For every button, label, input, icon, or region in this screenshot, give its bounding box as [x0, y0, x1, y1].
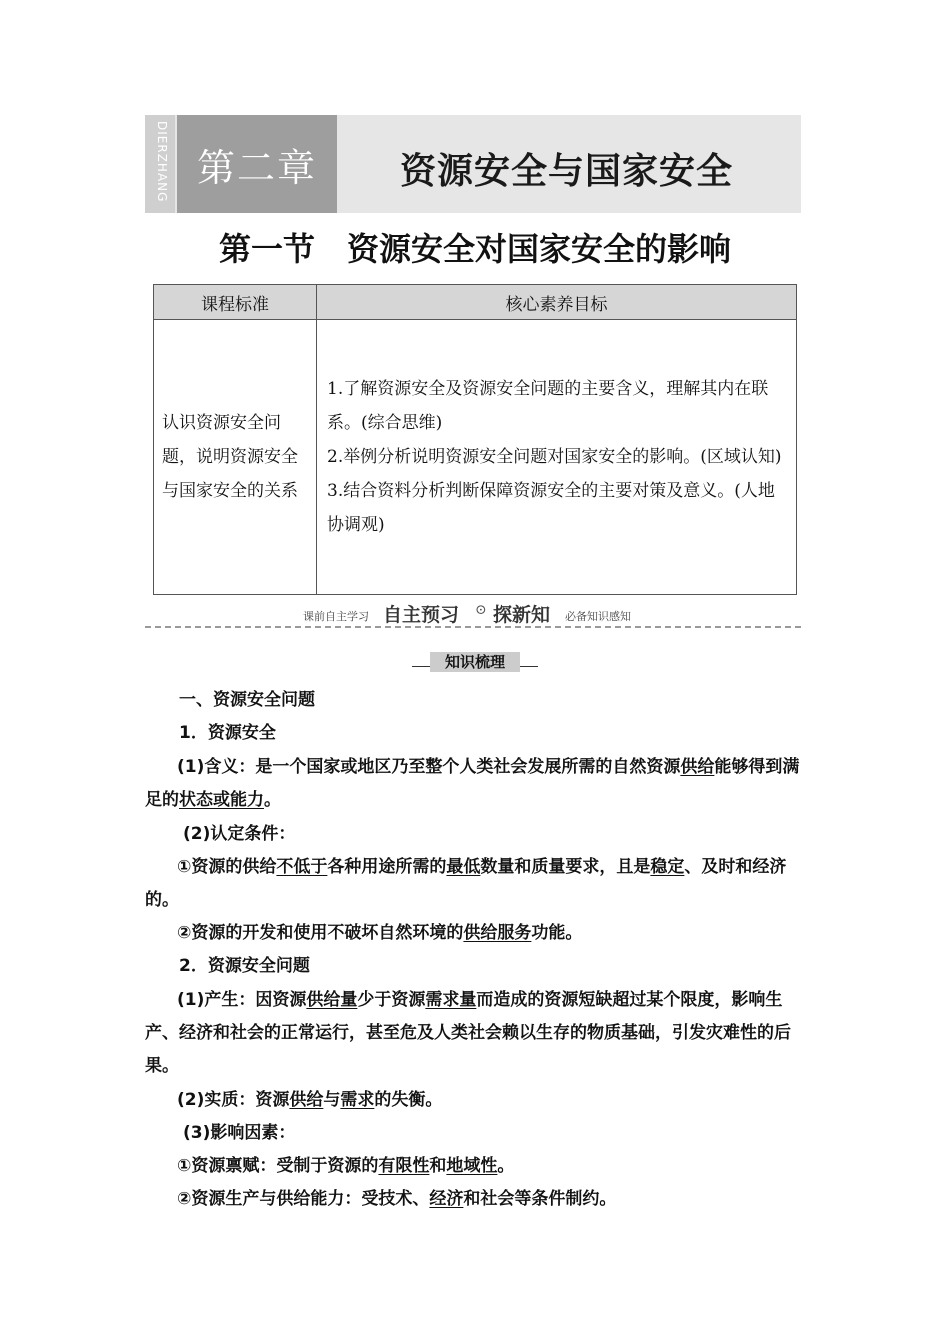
- chapter-banner: [145, 115, 801, 213]
- arrow-circle-icon: ⊙: [475, 602, 487, 618]
- strip-small-left: 课前自主学习: [303, 610, 369, 623]
- table-cell-goals: [317, 320, 797, 595]
- strip-big-right: 探新知: [493, 604, 551, 626]
- table-header-standard: 课程标准: [154, 285, 317, 320]
- chapter-title: 资源安全与国家安全: [400, 150, 734, 192]
- para-factor-2: ②资源生产与供给能力：受技术、经济和社会等条件制约。: [177, 1189, 617, 1209]
- banner-side-strip: [145, 115, 175, 213]
- dashed-divider: [145, 626, 801, 628]
- para-condition-2: ②资源的开发和使用不破坏自然环境的供给服务功能。: [177, 923, 583, 943]
- goal-item: 1.了解资源安全及资源安全问题的主要含义，理解其内在联系。(综合思维): [327, 379, 769, 433]
- tag-left-line: [412, 666, 430, 667]
- strip-big-left: 自主预习: [383, 604, 460, 626]
- chapter-label: 第二章: [177, 115, 337, 213]
- knowledge-tag: [412, 652, 538, 672]
- tag-label: 知识梳理: [430, 652, 520, 672]
- goal-item: 3.结合资料分析判断保障资源安全的主要对策及意义。(人地协调观): [327, 481, 775, 535]
- tag-right-line: [520, 666, 538, 667]
- table-cell-standard: 认识资源安全问题，说明资源安全与国家安全的关系: [154, 320, 317, 595]
- para-origin: (1)产生：因资源供给量少于资源需求量而造成的资源短缺超过某个限度，影响生产、经济和社会的正常运行，甚至危及人类社会赖以生存的物质基础，引发灾难性的后果。: [145, 990, 791, 1076]
- strip-small-right: 必备知识感知: [565, 610, 631, 623]
- para-definition: (1)含义：是一个国家或地区乃至整个人类社会发展所需的自然资源供给能够得到满足的状态或能力。: [145, 757, 800, 810]
- banner-pinyin: DIERZHANG: [155, 121, 169, 203]
- heading-1-2: 2．资源安全问题: [179, 956, 310, 976]
- para-condition-1: ①资源的供给不低于各种用途所需的最低数量和质量要求，且是稳定、及时和经济的。: [145, 857, 787, 910]
- goal-item: 2.举例分析说明资源安全问题对国家安全的影响。(区域认知): [327, 447, 782, 467]
- heading-1-1: 1．资源安全: [179, 723, 276, 743]
- preview-strip: [145, 600, 801, 630]
- para-conditions: (2)认定条件：: [183, 824, 296, 844]
- table-header-goals: 核心素养目标: [317, 285, 797, 320]
- para-essence: (2)实质：资源供给与需求的失衡。: [177, 1090, 443, 1110]
- para-factors: (3)影响因素：: [183, 1123, 296, 1143]
- curriculum-table: [153, 284, 797, 595]
- para-factor-1: ①资源禀赋：受制于资源的有限性和地域性。: [177, 1156, 515, 1176]
- heading-1: 一、资源安全问题: [179, 690, 315, 710]
- section-title: 第一节 资源安全对国家安全的影响: [218, 230, 731, 268]
